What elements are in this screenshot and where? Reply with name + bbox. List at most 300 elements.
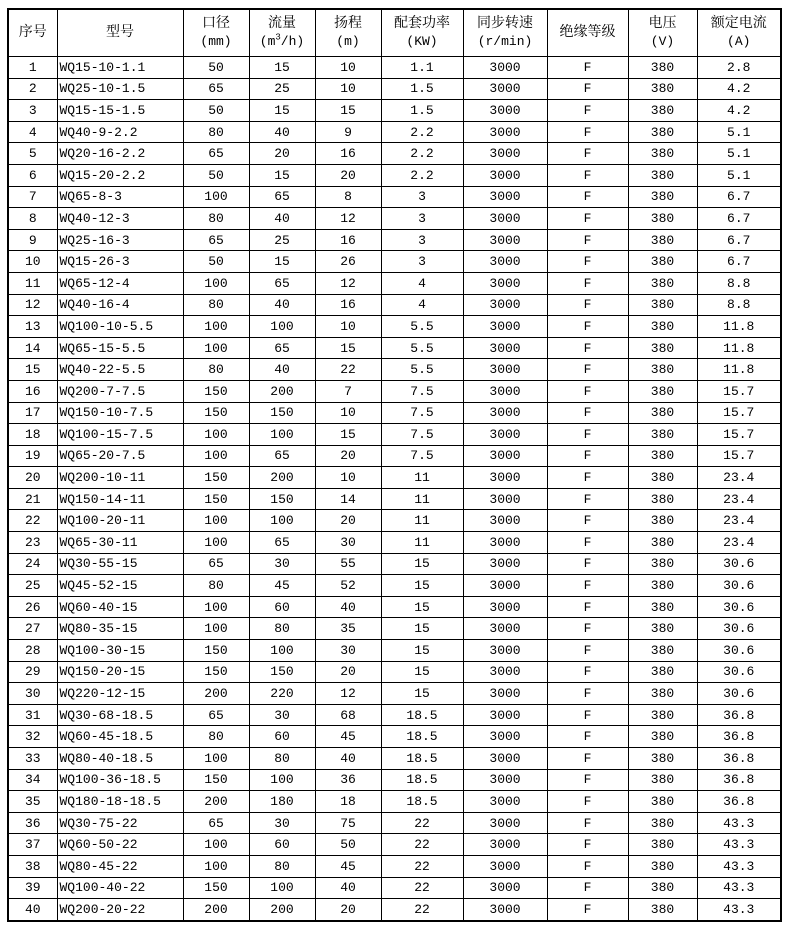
- table-cell-power: 18.5: [381, 704, 463, 726]
- table-row: [8, 402, 781, 424]
- table-cell-diameter: 80: [183, 121, 249, 143]
- table-row: [8, 553, 781, 575]
- table-cell-index: 19: [8, 445, 57, 467]
- table-cell-head: 36: [315, 769, 381, 791]
- table-cell-power: 7.5: [381, 402, 463, 424]
- table-cell-insulation: F: [547, 424, 628, 446]
- table-row: [8, 488, 781, 510]
- table-cell-current: 15.7: [697, 445, 781, 467]
- table-cell-insulation: F: [547, 618, 628, 640]
- table-cell-index: 37: [8, 834, 57, 856]
- table-cell-diameter: 100: [183, 445, 249, 467]
- table-cell-diameter: 80: [183, 726, 249, 748]
- table-cell-flow: 100: [249, 424, 315, 446]
- table-cell-head: 15: [315, 100, 381, 122]
- table-cell-speed: 3000: [463, 683, 547, 705]
- table-cell-flow: 30: [249, 812, 315, 834]
- table-cell-insulation: F: [547, 100, 628, 122]
- table-cell-current: 43.3: [697, 812, 781, 834]
- table-cell-model: WQ80-35-15: [57, 618, 183, 640]
- table-cell-flow: 25: [249, 229, 315, 251]
- table-row: [8, 445, 781, 467]
- table-row: [8, 575, 781, 597]
- table-cell-model: WQ65-20-7.5: [57, 445, 183, 467]
- table-cell-voltage: 380: [628, 661, 697, 683]
- table-cell-power: 22: [381, 812, 463, 834]
- table-cell-diameter: 100: [183, 618, 249, 640]
- table-cell-current: 30.6: [697, 661, 781, 683]
- table-cell-diameter: 150: [183, 380, 249, 402]
- table-cell-voltage: 380: [628, 229, 697, 251]
- table-cell-voltage: 380: [628, 402, 697, 424]
- table-cell-insulation: F: [547, 596, 628, 618]
- table-cell-insulation: F: [547, 769, 628, 791]
- table-cell-current: 30.6: [697, 640, 781, 662]
- table-cell-power: 11: [381, 488, 463, 510]
- table-cell-diameter: 150: [183, 640, 249, 662]
- table-cell-power: 1.5: [381, 100, 463, 122]
- table-cell-flow: 80: [249, 748, 315, 770]
- table-cell-insulation: F: [547, 380, 628, 402]
- table-cell-insulation: F: [547, 121, 628, 143]
- table-cell-head: 68: [315, 704, 381, 726]
- table-cell-head: 20: [315, 661, 381, 683]
- table-cell-model: WQ60-40-15: [57, 596, 183, 618]
- table-cell-insulation: F: [547, 855, 628, 877]
- table-cell-power: 22: [381, 855, 463, 877]
- table-cell-head: 20: [315, 510, 381, 532]
- table-cell-insulation: F: [547, 337, 628, 359]
- table-cell-flow: 15: [249, 57, 315, 79]
- table-cell-voltage: 380: [628, 553, 697, 575]
- table-cell-voltage: 380: [628, 294, 697, 316]
- table-cell-index: 16: [8, 380, 57, 402]
- table-cell-flow: 100: [249, 877, 315, 899]
- table-cell-speed: 3000: [463, 186, 547, 208]
- table-cell-power: 5.5: [381, 337, 463, 359]
- table-cell-index: 6: [8, 164, 57, 186]
- table-cell-index: 35: [8, 791, 57, 813]
- table-cell-speed: 3000: [463, 834, 547, 856]
- table-cell-current: 23.4: [697, 488, 781, 510]
- table-cell-model: WQ25-16-3: [57, 229, 183, 251]
- table-cell-model: WQ20-16-2.2: [57, 143, 183, 165]
- table-cell-diameter: 65: [183, 704, 249, 726]
- table-cell-head: 45: [315, 726, 381, 748]
- table-cell-speed: 3000: [463, 769, 547, 791]
- table-cell-insulation: F: [547, 640, 628, 662]
- table-row: [8, 337, 781, 359]
- table-cell-model: WQ60-50-22: [57, 834, 183, 856]
- table-cell-voltage: 380: [628, 877, 697, 899]
- table-cell-index: 40: [8, 899, 57, 921]
- table-cell-voltage: 380: [628, 57, 697, 79]
- table-row: [8, 164, 781, 186]
- table-cell-diameter: 50: [183, 164, 249, 186]
- table-cell-voltage: 380: [628, 121, 697, 143]
- table-cell-index: 1: [8, 57, 57, 79]
- table-cell-flow: 200: [249, 380, 315, 402]
- table-cell-model: WQ100-36-18.5: [57, 769, 183, 791]
- table-cell-current: 4.2: [697, 78, 781, 100]
- table-cell-current: 23.4: [697, 532, 781, 554]
- table-cell-flow: 220: [249, 683, 315, 705]
- table-row: [8, 683, 781, 705]
- table-cell-diameter: 50: [183, 57, 249, 79]
- table-cell-insulation: F: [547, 791, 628, 813]
- table-cell-speed: 3000: [463, 488, 547, 510]
- table-row: [8, 726, 781, 748]
- table-cell-voltage: 380: [628, 834, 697, 856]
- table-row: [8, 316, 781, 338]
- table-cell-voltage: 380: [628, 186, 697, 208]
- table-cell-power: 18.5: [381, 748, 463, 770]
- table-cell-speed: 3000: [463, 272, 547, 294]
- table-cell-diameter: 100: [183, 855, 249, 877]
- table-cell-current: 11.8: [697, 337, 781, 359]
- table-cell-diameter: 150: [183, 877, 249, 899]
- table-cell-model: WQ65-30-11: [57, 532, 183, 554]
- table-cell-diameter: 65: [183, 143, 249, 165]
- table-cell-index: 31: [8, 704, 57, 726]
- table-cell-diameter: 150: [183, 402, 249, 424]
- table-cell-diameter: 100: [183, 337, 249, 359]
- table-row: [8, 769, 781, 791]
- table-cell-index: 20: [8, 467, 57, 489]
- column-header-flow: [249, 9, 315, 57]
- column-label: 型号: [106, 25, 134, 41]
- table-cell-diameter: 100: [183, 316, 249, 338]
- table-cell-insulation: F: [547, 294, 628, 316]
- table-cell-current: 2.8: [697, 57, 781, 79]
- table-cell-diameter: 150: [183, 467, 249, 489]
- table-cell-index: 24: [8, 553, 57, 575]
- table-cell-index: 22: [8, 510, 57, 532]
- table-cell-current: 30.6: [697, 575, 781, 597]
- table-cell-model: WQ65-8-3: [57, 186, 183, 208]
- table-cell-head: 15: [315, 337, 381, 359]
- table-cell-index: 32: [8, 726, 57, 748]
- table-cell-speed: 3000: [463, 661, 547, 683]
- table-cell-flow: 65: [249, 532, 315, 554]
- table-cell-speed: 3000: [463, 359, 547, 381]
- table-cell-flow: 180: [249, 791, 315, 813]
- table-cell-head: 75: [315, 812, 381, 834]
- table-cell-voltage: 380: [628, 467, 697, 489]
- table-cell-flow: 15: [249, 100, 315, 122]
- table-header: [8, 9, 781, 57]
- table-cell-head: 22: [315, 359, 381, 381]
- table-cell-insulation: F: [547, 532, 628, 554]
- table-cell-index: 30: [8, 683, 57, 705]
- table-cell-power: 1.1: [381, 57, 463, 79]
- table-cell-speed: 3000: [463, 143, 547, 165]
- table-cell-model: WQ15-15-1.5: [57, 100, 183, 122]
- table-cell-model: WQ150-10-7.5: [57, 402, 183, 424]
- table-cell-flow: 150: [249, 488, 315, 510]
- table-cell-power: 15: [381, 640, 463, 662]
- table-cell-power: 4: [381, 294, 463, 316]
- column-unit: (m): [336, 34, 360, 49]
- table-row: [8, 186, 781, 208]
- table-cell-voltage: 380: [628, 251, 697, 273]
- table-cell-current: 43.3: [697, 834, 781, 856]
- table-cell-model: WQ65-12-4: [57, 272, 183, 294]
- table-cell-current: 8.8: [697, 294, 781, 316]
- column-label: 口径: [202, 16, 230, 32]
- table-cell-head: 40: [315, 596, 381, 618]
- table-cell-current: 43.3: [697, 855, 781, 877]
- table-cell-index: 14: [8, 337, 57, 359]
- table-cell-head: 30: [315, 640, 381, 662]
- table-cell-head: 52: [315, 575, 381, 597]
- table-cell-index: 25: [8, 575, 57, 597]
- table-cell-flow: 45: [249, 575, 315, 597]
- table-cell-speed: 3000: [463, 553, 547, 575]
- table-cell-insulation: F: [547, 359, 628, 381]
- table-cell-voltage: 380: [628, 726, 697, 748]
- table-cell-current: 43.3: [697, 899, 781, 921]
- table-cell-power: 15: [381, 553, 463, 575]
- table-cell-diameter: 150: [183, 488, 249, 510]
- table-cell-current: 6.7: [697, 229, 781, 251]
- table-cell-insulation: F: [547, 208, 628, 230]
- table-cell-voltage: 380: [628, 100, 697, 122]
- table-cell-head: 14: [315, 488, 381, 510]
- table-cell-head: 20: [315, 164, 381, 186]
- table-cell-model: WQ30-55-15: [57, 553, 183, 575]
- column-unit: (KW): [406, 34, 438, 49]
- table-cell-model: WQ80-45-22: [57, 855, 183, 877]
- table-cell-head: 9: [315, 121, 381, 143]
- table-cell-speed: 3000: [463, 380, 547, 402]
- table-cell-speed: 3000: [463, 812, 547, 834]
- table-cell-insulation: F: [547, 553, 628, 575]
- table-cell-current: 6.7: [697, 186, 781, 208]
- table-cell-head: 7: [315, 380, 381, 402]
- table-cell-diameter: 65: [183, 78, 249, 100]
- table-cell-insulation: F: [547, 164, 628, 186]
- table-cell-flow: 65: [249, 186, 315, 208]
- table-cell-insulation: F: [547, 251, 628, 273]
- table-cell-voltage: 380: [628, 618, 697, 640]
- table-cell-flow: 30: [249, 704, 315, 726]
- table-cell-index: 7: [8, 186, 57, 208]
- table-row: [8, 380, 781, 402]
- column-label: 额定电流: [710, 16, 767, 32]
- table-cell-speed: 3000: [463, 532, 547, 554]
- table-cell-model: WQ45-52-15: [57, 575, 183, 597]
- table-cell-voltage: 380: [628, 596, 697, 618]
- column-header-insulation: [547, 9, 628, 57]
- table-cell-current: 8.8: [697, 272, 781, 294]
- table-cell-flow: 40: [249, 121, 315, 143]
- table-cell-insulation: F: [547, 143, 628, 165]
- table-cell-power: 5.5: [381, 316, 463, 338]
- table-cell-speed: 3000: [463, 704, 547, 726]
- table-cell-speed: 3000: [463, 229, 547, 251]
- table-cell-index: 11: [8, 272, 57, 294]
- table-cell-speed: 3000: [463, 748, 547, 770]
- column-unit: $(m^3/h)$: [259, 32, 305, 49]
- table-row: [8, 899, 781, 921]
- table-cell-insulation: F: [547, 229, 628, 251]
- table-cell-head: 16: [315, 229, 381, 251]
- table-cell-insulation: F: [547, 186, 628, 208]
- table-cell-current: 43.3: [697, 877, 781, 899]
- table-cell-model: WQ60-45-18.5: [57, 726, 183, 748]
- table-cell-flow: 15: [249, 251, 315, 273]
- table-cell-voltage: 380: [628, 359, 697, 381]
- table-cell-current: 36.8: [697, 791, 781, 813]
- table-cell-voltage: 380: [628, 78, 697, 100]
- table-cell-speed: 3000: [463, 575, 547, 597]
- table-row: [8, 467, 781, 489]
- table-cell-voltage: 380: [628, 208, 697, 230]
- table-cell-voltage: 380: [628, 748, 697, 770]
- table-cell-flow: 40: [249, 294, 315, 316]
- table-cell-diameter: 100: [183, 510, 249, 532]
- table-cell-insulation: F: [547, 78, 628, 100]
- table-cell-voltage: 380: [628, 683, 697, 705]
- table-cell-model: WQ40-9-2.2: [57, 121, 183, 143]
- table-cell-model: WQ150-14-11: [57, 488, 183, 510]
- table-cell-model: WQ100-30-15: [57, 640, 183, 662]
- table-cell-voltage: 380: [628, 510, 697, 532]
- table-cell-power: 18.5: [381, 726, 463, 748]
- table-body: [8, 57, 781, 921]
- table-cell-speed: 3000: [463, 294, 547, 316]
- table-cell-index: 18: [8, 424, 57, 446]
- table-cell-index: 15: [8, 359, 57, 381]
- table-cell-flow: 60: [249, 726, 315, 748]
- column-header-index: [8, 9, 57, 57]
- table-cell-index: 21: [8, 488, 57, 510]
- table-row: [8, 57, 781, 79]
- table-cell-power: 3: [381, 251, 463, 273]
- table-cell-head: 35: [315, 618, 381, 640]
- table-cell-power: 22: [381, 899, 463, 921]
- table-cell-head: 55: [315, 553, 381, 575]
- column-label: 绝缘等级: [559, 25, 616, 41]
- table-cell-voltage: 380: [628, 445, 697, 467]
- table-cell-power: 22: [381, 877, 463, 899]
- table-cell-diameter: 65: [183, 553, 249, 575]
- table-cell-head: 12: [315, 272, 381, 294]
- table-cell-current: 23.4: [697, 510, 781, 532]
- table-cell-head: 16: [315, 143, 381, 165]
- table-row: [8, 834, 781, 856]
- table-cell-head: 12: [315, 683, 381, 705]
- table-cell-speed: 3000: [463, 618, 547, 640]
- table-row: [8, 640, 781, 662]
- table-cell-flow: 100: [249, 640, 315, 662]
- table-cell-power: 15: [381, 661, 463, 683]
- table-cell-flow: 200: [249, 467, 315, 489]
- table-cell-voltage: 380: [628, 704, 697, 726]
- table-cell-insulation: F: [547, 899, 628, 921]
- table-cell-model: WQ200-7-7.5: [57, 380, 183, 402]
- table-row: [8, 272, 781, 294]
- table-cell-diameter: 200: [183, 683, 249, 705]
- table-cell-flow: 100: [249, 316, 315, 338]
- table-cell-power: 3: [381, 186, 463, 208]
- table-row: [8, 78, 781, 100]
- table-cell-current: 30.6: [697, 683, 781, 705]
- table-cell-flow: 60: [249, 834, 315, 856]
- table-cell-index: 26: [8, 596, 57, 618]
- table-cell-index: 27: [8, 618, 57, 640]
- column-header-voltage: [628, 9, 697, 57]
- table-cell-insulation: F: [547, 402, 628, 424]
- table-cell-model: WQ100-15-7.5: [57, 424, 183, 446]
- table-cell-model: WQ30-75-22: [57, 812, 183, 834]
- table-cell-speed: 3000: [463, 337, 547, 359]
- table-cell-diameter: 150: [183, 661, 249, 683]
- table-cell-speed: 3000: [463, 121, 547, 143]
- table-cell-power: 7.5: [381, 380, 463, 402]
- table-cell-insulation: F: [547, 661, 628, 683]
- table-cell-speed: 3000: [463, 726, 547, 748]
- table-cell-voltage: 380: [628, 532, 697, 554]
- table-cell-model: WQ15-20-2.2: [57, 164, 183, 186]
- table-cell-diameter: 100: [183, 186, 249, 208]
- table-row: [8, 532, 781, 554]
- table-row: [8, 294, 781, 316]
- table-cell-insulation: F: [547, 488, 628, 510]
- table-cell-insulation: F: [547, 834, 628, 856]
- table-cell-head: 16: [315, 294, 381, 316]
- table-cell-model: WQ200-20-22: [57, 899, 183, 921]
- table-cell-power: 1.5: [381, 78, 463, 100]
- column-header-speed: [463, 9, 547, 57]
- table-cell-head: 20: [315, 899, 381, 921]
- table-cell-current: 23.4: [697, 467, 781, 489]
- table-cell-diameter: 50: [183, 100, 249, 122]
- table-cell-insulation: F: [547, 683, 628, 705]
- table-cell-diameter: 100: [183, 834, 249, 856]
- table-cell-head: 10: [315, 57, 381, 79]
- table-cell-head: 15: [315, 424, 381, 446]
- table-cell-voltage: 380: [628, 337, 697, 359]
- table-cell-index: 39: [8, 877, 57, 899]
- table-cell-index: 8: [8, 208, 57, 230]
- column-label: 流量: [268, 16, 296, 32]
- table-cell-current: 11.8: [697, 359, 781, 381]
- table-cell-current: 15.7: [697, 424, 781, 446]
- table-cell-insulation: F: [547, 510, 628, 532]
- table-cell-head: 8: [315, 186, 381, 208]
- table-cell-model: WQ25-10-1.5: [57, 78, 183, 100]
- column-header-head: [315, 9, 381, 57]
- table-cell-head: 40: [315, 877, 381, 899]
- table-row: [8, 510, 781, 532]
- table-cell-flow: 60: [249, 596, 315, 618]
- table-row: [8, 359, 781, 381]
- table-cell-index: 38: [8, 855, 57, 877]
- table-cell-power: 22: [381, 834, 463, 856]
- table-cell-flow: 30: [249, 553, 315, 575]
- table-row: [8, 208, 781, 230]
- table-cell-head: 18: [315, 791, 381, 813]
- column-label: 电压: [648, 16, 677, 32]
- table-cell-flow: 80: [249, 855, 315, 877]
- table-cell-insulation: F: [547, 812, 628, 834]
- table-cell-speed: 3000: [463, 510, 547, 532]
- table-row: [8, 618, 781, 640]
- column-unit: (V): [650, 34, 675, 49]
- table-cell-speed: 3000: [463, 596, 547, 618]
